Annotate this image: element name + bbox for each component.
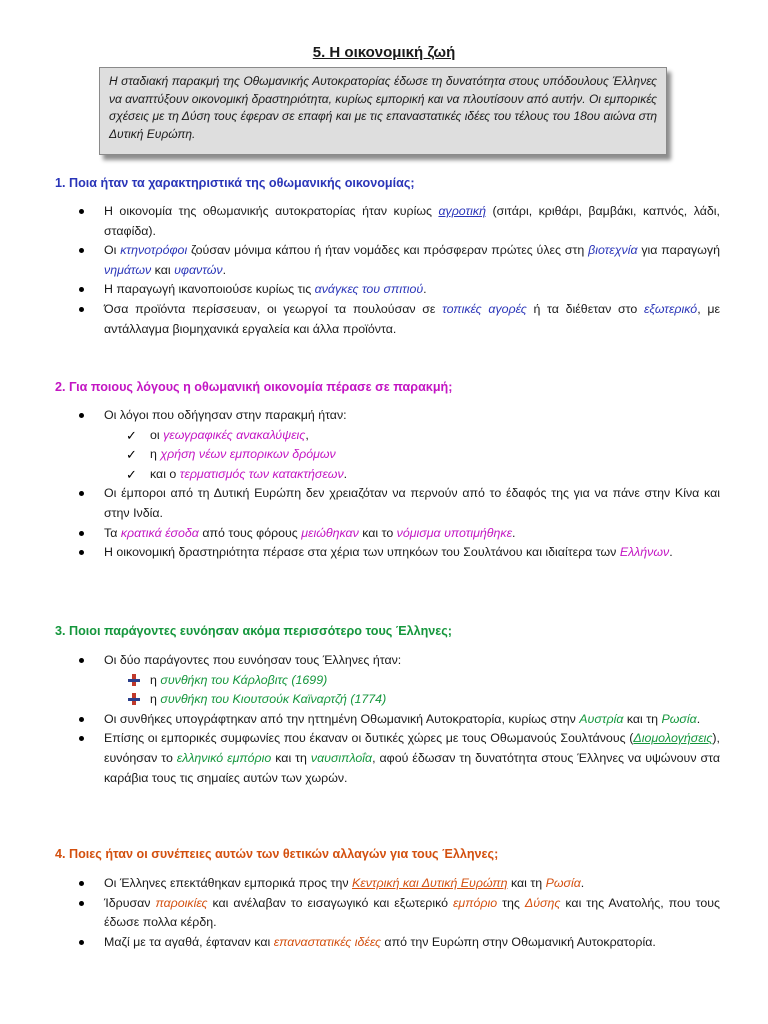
list-item: Οι συνθήκες υπογράφτηκαν από την ηττημένη Οθωμανική Αυτοκρατορία, κυρίως στην Αυστρία και τη Ρωσία.: [78, 710, 720, 730]
list-item: Οι κτηνοτρόφοι ζούσαν μόνιμα κάπου ή ήταν νομάδες και πρόσφεραν πρώτες ύλες στη βιοτεχνία για παραγωγή νημάτων και υφαντών.: [78, 241, 720, 280]
factors-sublist: [104, 671, 720, 710]
section-4-list: [78, 874, 720, 952]
list-item: Η οικονομία της οθωμανικής αυτοκρατορίας ήταν κυρίως αγροτική (σιτάρι, κριθάρι, βαμβάκι, καπνός, λάδι, σταφίδα).: [78, 202, 720, 241]
section-3-list: [78, 651, 720, 788]
list-item: Οι έμποροι από τη Δυτική Ευρώπη δεν χρειαζόταν να περνούν από το έδαφός της για να πάνε στην Κίνα και στην Ινδία.: [78, 484, 720, 523]
list-item: Η παραγωγή ικανοποιούσε κυρίως τις ανάγκες του σπιτιού.: [78, 280, 720, 300]
list-item: Όσα προϊόντα περίσσευαν, οι γεωργοί τα πουλούσαν σε τοπικές αγορές ή τα διέθεταν στο εξωτερικό, με αντάλλαγμα βιομηχανικά εργαλεία και άλλα προϊόντα.: [78, 300, 720, 339]
reasons-sublist: [104, 426, 720, 485]
sub-item: η συνθήκη του Κιουτσούκ Καϊναρτζή (1774): [126, 690, 720, 710]
list-item: Η οικονομική δραστηριότητα πέρασε στα χέρια των υπηκόων του Σουλτάνου και ιδιαίτερα των Ελλήνων.: [78, 543, 720, 563]
plus-icon: [128, 693, 140, 705]
sub-item: ✓ και ο τερματισμός των κατακτήσεων.: [126, 465, 720, 485]
checkmark-icon: ✓: [126, 466, 137, 482]
list-item: Τα κρατικά έσοδα από τους φόρους μειώθηκαν και το νόμισμα υποτιμήθηκε.: [78, 524, 720, 544]
list-item: Οι Έλληνες επεκτάθηκαν εμπορικά προς την Κεντρική και Δυτική Ευρώπη και τη Ρωσία.: [78, 874, 720, 894]
sub-item: η συνθήκη του Κάρλοβιτς (1699): [126, 671, 720, 691]
question-1: 1. Ποια ήταν τα χαρακτηριστικά της οθωμανικής οικονομίας;: [55, 176, 415, 190]
checkmark-icon: ✓: [126, 427, 137, 443]
question-3: 3. Ποιοι παράγοντες ευνόησαν ακόμα περισσότερο τους Έλληνες;: [55, 624, 453, 638]
plus-icon: [128, 674, 140, 686]
checkmark-icon: ✓: [126, 447, 137, 463]
section-2-list: [78, 406, 720, 563]
sub-item: ✓ η χρήση νέων εμπορικων δρόμων: [126, 445, 720, 465]
list-item: Μαζί με τα αγαθά, έφταναν και επαναστατικές ιδέες από την Ευρώπη στην Οθωμανική Αυτοκρατορία.: [78, 933, 720, 953]
list-item: Επίσης οι εμπορικές συμφωνίες που έκαναν οι δυτικές χώρες με τους Οθωμανούς Σουλτάνους (Διομολογήσεις), ευνόησαν το ελληνικό εμπόριο και τη ναυσιπλοΐα, αφού έδωσαν τη δυνατότητα στους Έλληνες να υψώνουν στα καράβια τους τις σημαίες αυτών των χωρών.: [78, 729, 720, 788]
page-title: 5. Η οικονομική ζωή: [312, 44, 456, 61]
list-item: Ίδρυσαν παροικίες και ανέλαβαν το εισαγωγικό και εξωτερικό εμπόριο της Δύσης και της Ανατολής, που τους έδωσε πολλα κέρδη.: [78, 894, 720, 933]
sub-item: ✓ οι γεωγραφικές ανακαλύψεις,: [126, 426, 720, 446]
section-1-list: [78, 202, 720, 339]
question-4: 4. Ποιες ήταν οι συνέπειες αυτών των θετικών αλλαγών για τους Έλληνες;: [55, 847, 499, 861]
question-2: 2. Για ποιους λόγους η οθωμανική οικονομία πέρασε σε παρακμή;: [55, 380, 453, 394]
list-item: Οι δύο παράγοντες που ευνόησαν τους Έλληνες ήταν: η συνθήκη του Κάρλοβιτς (1699) η συνθήκη του Κιουτσούκ Καϊναρτζή (1774): [78, 651, 720, 710]
list-item: Οι λόγοι που οδήγησαν στην παρακμή ήταν: ✓ οι γεωγραφικές ανακαλύψεις, ✓ η χρήση νέων εμπορικων δρόμων ✓ και ο τερματισμός των κατακτήσεων.: [78, 406, 720, 484]
intro-box: Η σταδιακή παρακμή της Οθωμανικής Αυτοκρατορίας έδωσε τη δυνατότητα στους υπόδουλους Έλληνες να αναπτύξουν οικονομική δραστηριότητα, κυρίως εμπορική και να πλουτίσουν από αυτήν. Οι εμπορικές σχέσεις με τη Δύση τους έφεραν σε επαφή και με τις επαναστατικές ιδέες του τέλους του 18ου αιώνα στη Δυτική Ευρώπη.: [99, 67, 667, 155]
